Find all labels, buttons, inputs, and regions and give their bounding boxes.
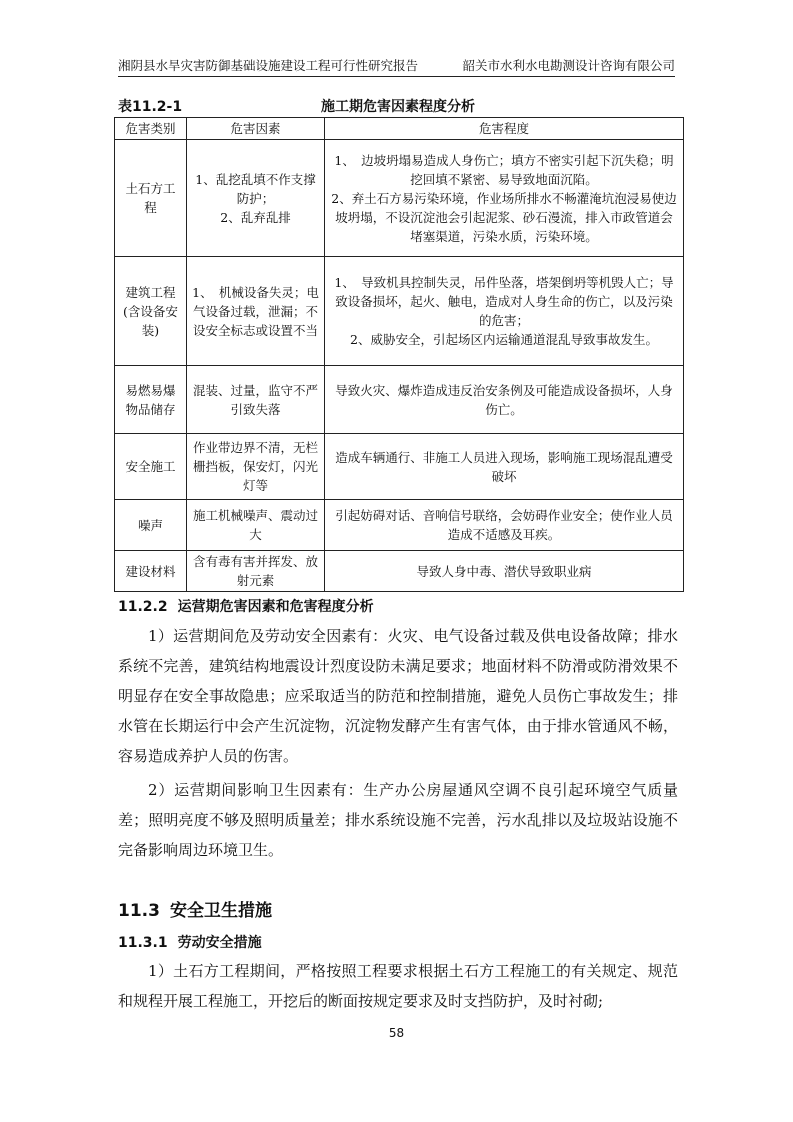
body-paragraph: 1）土石方工程期间，严格按照工程要求根据土石方工程施工的有关规定、规范和规程开展工程施工，开挖后的断面按规定要求及时支挡防护，及时衬砌; (118, 962, 678, 1010)
hazard-factors (187, 366, 325, 434)
hazard-factors (187, 434, 325, 500)
factor-line: 施工机械噪声、震动过大 (192, 508, 318, 542)
degree-line: 导致火灾、爆炸造成违反治安条例及可能造成设备损坏，人身伤亡。 (335, 382, 673, 417)
factor-line: 作业带边界不清，无栏栅挡板，保安灯，闪光灯等 (192, 440, 318, 493)
hazard-degree (325, 500, 684, 551)
degree-line: 造成车辆通行、非施工人员进入现场，影响施工现场混乱遭受破坏 (335, 449, 673, 484)
hazard-category: 安全施工 (115, 434, 187, 500)
hazard-factors (187, 551, 325, 592)
hazard-category: 建筑工程(含设备安装) (115, 257, 187, 366)
column-header: 危害类别 (115, 118, 187, 140)
table-header-row (115, 118, 684, 140)
hazard-degree (325, 551, 684, 592)
column-header: 危害因素 (187, 118, 325, 140)
table-row (115, 257, 684, 366)
hazard-category: 易燃易爆物品储存 (115, 366, 187, 434)
factor-line: 混装、过量，监守不严引致失落 (192, 382, 318, 417)
degree-line: 导致人身中毒、潜伏导致职业病 (416, 563, 592, 579)
hazard-table (114, 117, 684, 592)
section-number: 11.3 (118, 901, 160, 921)
table-row (115, 140, 684, 257)
body-paragraph: 1）运营期间危及劳动安全因素有：火灾、电气设备过载及供电设备故障；排水系统不完善，建筑结构地震设计烈度设防未满足要求；地面材料不防滑或防滑效果不明显存在安全事故隐患；应采取适当的防范和控制措施，避免人员伤亡事故发生；排水管在长期运行中会产生沉淀物，沉淀物发酵产生有害气体，由于排水管通风不畅，容易造成养护人员的伤害。 (118, 627, 678, 765)
hazard-degree (325, 434, 684, 500)
table-title: 施工期危害因素程度分析 (321, 99, 475, 115)
page-header (118, 54, 675, 77)
hazard-degree (325, 257, 684, 366)
section-title: 安全卫生措施 (169, 901, 272, 921)
section-heading-11-3-1 (118, 932, 262, 952)
table-row (115, 366, 684, 434)
degree-line: 2、弃土石方易污染环境，作业场所排水不畅灌淹坑泡浸易使边坡坍塌，不设沉淀池会引起泥浆、砂石漫流，排入市政管道会堵塞渠道，污染水质，污染环境。 (331, 190, 677, 244)
section-heading-11-3 (118, 896, 272, 921)
table-row (115, 551, 684, 592)
section-number: 11.3.1 (118, 935, 168, 951)
factor-line: 1、 机械设备失灵；电气设备过载，泄漏；不设安全标志或设置不当 (192, 284, 319, 338)
section-title: 劳动安全措施 (177, 935, 262, 951)
body-paragraph: 2）运营期间影响卫生因素有：生产办公房屋通风空调不良引起环境空气质量差；照明亮度不够及照明质量差；排水系统设施不完善，污水乱排以及垃圾站设施不完备影响周边环境卫生。 (118, 781, 678, 859)
table-row (115, 434, 684, 500)
degree-line: 2、威胁安全，引起场区内运输通道混乱导致事故发生。 (350, 332, 658, 347)
hazard-degree (325, 140, 684, 257)
page-number: 58 (388, 1026, 405, 1040)
hazard-category: 噪声 (115, 500, 187, 551)
hazard-category: 土石方工程 (115, 140, 187, 257)
hazard-factors (187, 257, 325, 366)
table-number: 表11.2-1 (118, 99, 183, 115)
section-heading-11-2-2 (118, 596, 374, 616)
factor-line: 含有毒有害并挥发、放射元素 (192, 554, 318, 588)
header-company: 韶关市水利水电勘测设计咨询有限公司 (462, 58, 675, 73)
factor-line: 1、乱挖乱填不作支撑防护； (195, 171, 316, 206)
header-report-title: 湘阴县水旱灾害防御基础设施建设工程可行性研究报告 (118, 58, 419, 73)
section-title: 运营期危害因素和危害程度分析 (177, 599, 374, 615)
degree-line: 引起妨碍对话、音响信号联络，会妨碍作业安全；使作业人员造成不适感及耳疾。 (335, 508, 673, 542)
hazard-factors (187, 140, 325, 257)
hazard-degree (325, 366, 684, 434)
hazard-factors (187, 500, 325, 551)
section-number: 11.2.2 (118, 599, 168, 615)
table-row (115, 500, 684, 551)
table-caption (118, 96, 678, 116)
hazard-category: 建设材料 (115, 551, 187, 592)
degree-line: 1、 边坡坍塌易造成人身伤亡；填方不密实引起下沉失稳；明挖回填不紧密、易导致地面沉陷。 (334, 152, 674, 187)
column-header: 危害程度 (325, 118, 684, 140)
factor-line: 2、乱弃乱排 (220, 209, 291, 225)
degree-line: 1、 导致机具控制失灵，吊件坠落，塔架倒坍等机毁人亡；导致设备损坏，起火、触电，造成对人身生命的伤亡，以及污染的危害； (334, 275, 674, 328)
